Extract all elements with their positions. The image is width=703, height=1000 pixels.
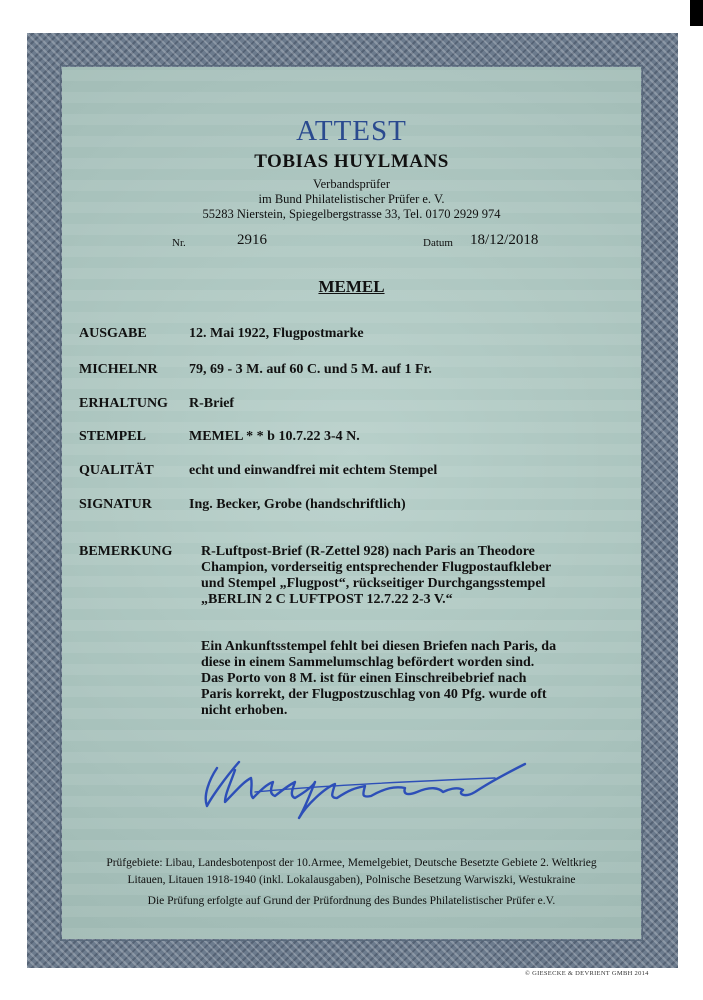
note-line: diese in einem Sammelumschlag befördert worden sind. [201,655,535,670]
nr-label: Nr. [172,237,186,249]
note-line: Paris korrekt, der Flugpostzuschlag von 40 Pfg. wurde oft [201,687,547,702]
nr-value: 2916 [237,232,267,248]
field-value: echt und einwandfrei mit echtem Stempel [189,463,438,478]
field-value: R-Brief [189,396,235,411]
field-value: MEMEL * * b 10.7.22 3-4 N. [189,429,360,444]
stamp-area-heading: MEMEL [318,277,385,296]
field-value: Ing. Becker, Grobe (handschriftlich) [189,497,406,512]
date-value: 18/12/2018 [470,232,539,248]
note-line: Das Porto von 8 M. ist für einen Einschreibebrief nach [201,671,527,686]
field-label: AUSGABE [79,326,147,341]
note-line: nicht erhoben. [201,703,288,718]
examiner-name: TOBIAS HUYLMANS [254,151,449,172]
date-label: Datum [423,237,453,249]
field-label: MICHELNR [79,362,158,377]
examiner-signature [195,748,535,828]
remark-line: Champion, vorderseitig entsprechender Flugpostaufkleber [201,560,552,575]
examiner-association: im Bund Philatelistischer Prüfer e. V. [258,192,445,206]
field-label: ERHALTUNG [79,396,168,411]
examiner-role: Verbandsprüfer [312,177,391,191]
field-value: 12. Mai 1922, Flugpostmarke [189,326,364,341]
note-line: Ein Ankunftsstempel fehlt bei diesen Briefen nach Paris, da [201,639,557,654]
examiner-address: 55283 Nierstein, Spiegelbergstrasse 33, Tel. 0170 2929 974 [202,207,501,221]
field-label: BEMERKUNG [79,544,173,559]
field-label: STEMPEL [79,429,146,444]
scan-edge [690,0,703,26]
document-title: ATTEST [296,115,407,147]
copyright-notice: © GIESECKE & DEVRIENT GMBH 2014 [525,970,649,977]
field-value: 79, 69 - 3 M. auf 60 C. und 5 M. auf 1 Fr. [189,362,432,377]
field-value: R-Luftpost-Brief (R-Zettel 928) nach Paris an Theodore [201,544,535,559]
footer-line: Litauen, Litauen 1918-1940 (inkl. Lokalausgaben), Polnische Besetzung Warwiszki, Westukraine [127,874,576,886]
field-label: QUALITÄT [79,463,154,478]
footer-line: Die Prüfung erfolgte auf Grund der Prüfordnung des Bundes Philatelistischer Prüfer e.V. [147,895,556,907]
remark-line: und Stempel „Flugpost“, rückseitiger Durchgangsstempel [201,576,546,591]
field-label: SIGNATUR [79,497,152,512]
remark-line: „BERLIN 2 C LUFTPOST 12.7.22 2-3 V.“ [201,592,453,607]
footer-line: Prüfgebiete: Libau, Landesbotenpost der 10.Armee, Memelgebiet, Deutsche Besetzte Gebiete 2. Weltkrieg [106,857,597,869]
